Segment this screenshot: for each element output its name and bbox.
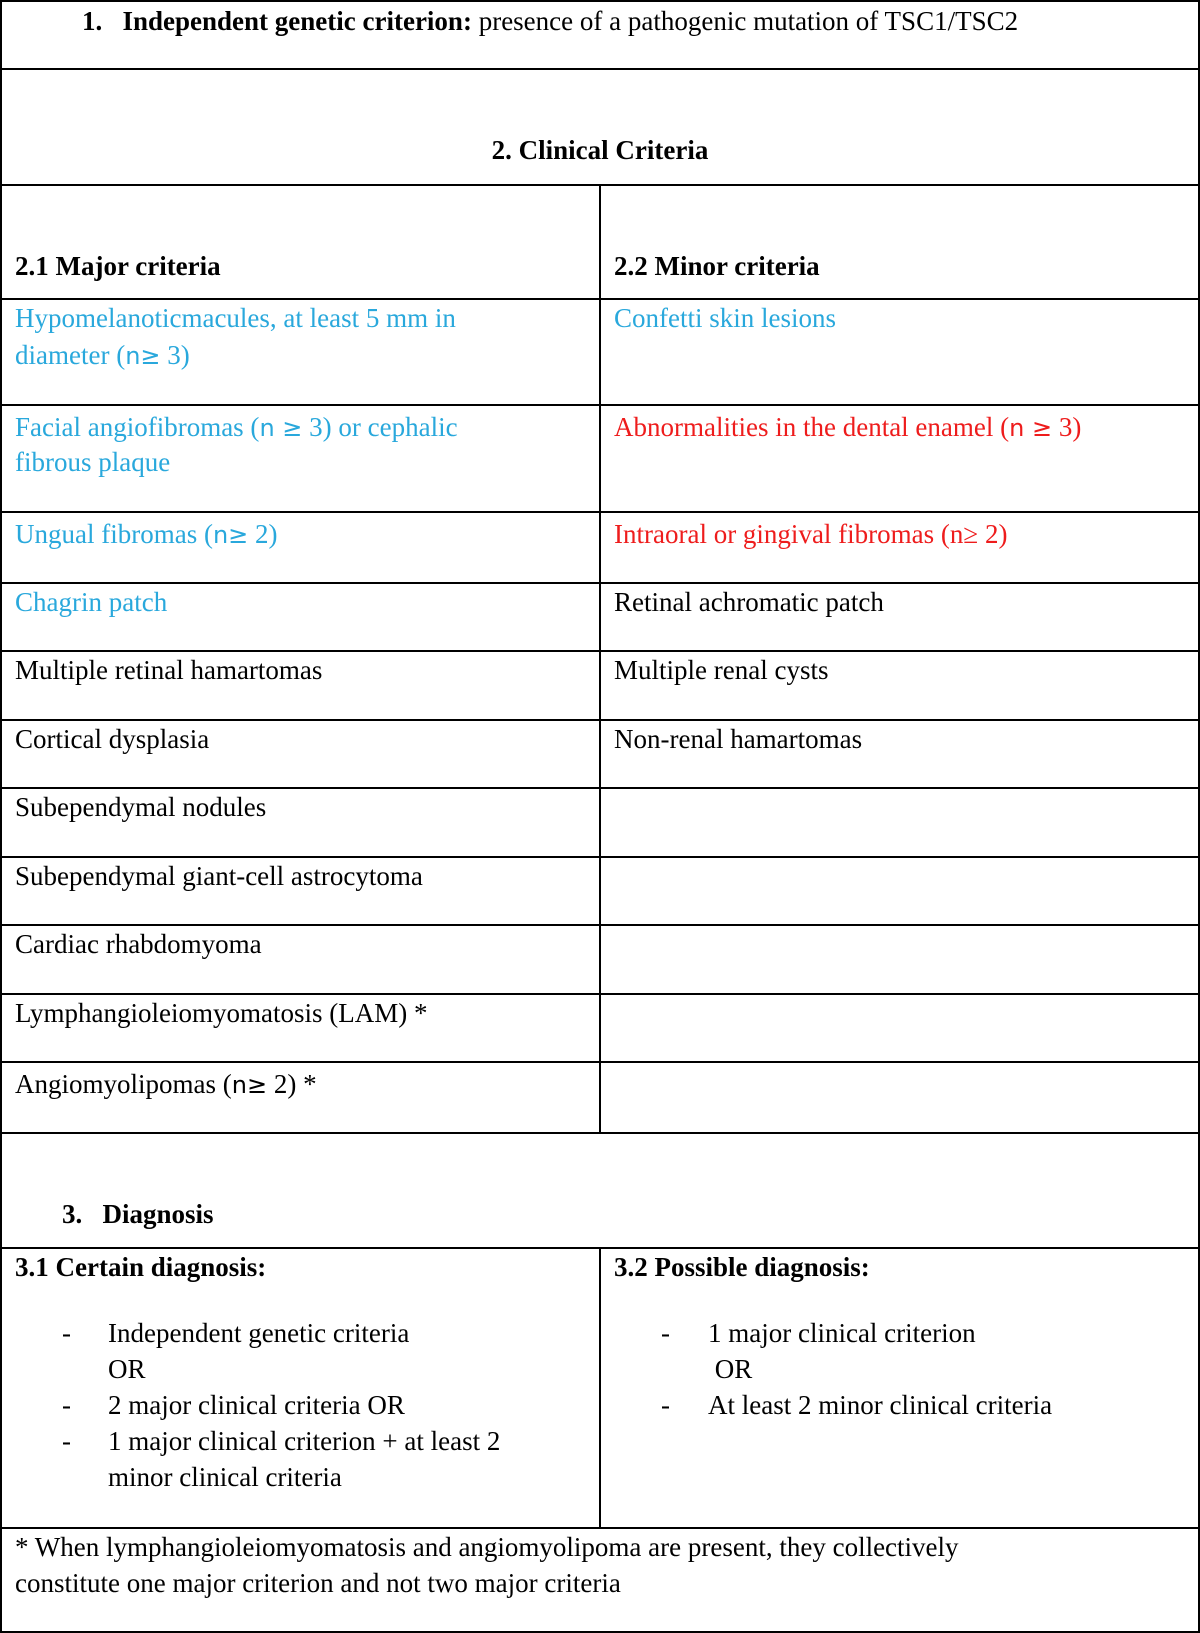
minor-criterion: Confetti skin lesions [614, 303, 836, 333]
minor-criterion: Intraoral or gingival fibromas (n≥ 2) [614, 519, 1008, 549]
genetic-criterion-line [82, 3, 1018, 39]
genetic-criterion-text: presence of a pathogenic mutation of TSC1/TSC2 [471, 6, 1019, 36]
major-criteria-header: 2.1 Major criteria [15, 251, 221, 281]
major-criterion: Cardiac rhabdomyoma [15, 929, 262, 959]
genetic-criterion-label: Independent genetic criterion: [122, 6, 472, 36]
table-border-left [0, 0, 2, 1633]
major-criterion: Subependymal giant-cell astrocytoma [15, 861, 423, 891]
major-criterion: Multiple retinal hamartomas [15, 655, 323, 685]
diagnosis-title-text: Diagnosis [102, 1199, 214, 1229]
major-criterion: Facial angiofibromas (n ≥ 3) or cephalic [15, 412, 458, 442]
major-criterion: Lymphangioleiomyomatosis (LAM) * [15, 998, 428, 1028]
column-divider [599, 184, 601, 1132]
list-dash: - [62, 1318, 71, 1348]
table-border [0, 1132, 1200, 1134]
table-border [0, 68, 1200, 70]
list-item: OR [708, 1354, 753, 1384]
column-divider [599, 1247, 601, 1527]
minor-criteria-header: 2.2 Minor criteria [614, 251, 820, 281]
table-border-top [0, 0, 1200, 2]
major-criterion: Chagrin patch [15, 587, 168, 617]
list-dash: - [62, 1390, 71, 1420]
section-number: 1. [82, 6, 103, 36]
footnote: * When lymphangioleiomyomatosis and angiomyolipoma are present, they collectively [15, 1532, 959, 1562]
minor-criterion: Multiple renal cysts [614, 655, 829, 685]
list-dash: - [661, 1318, 670, 1348]
list-item: OR [108, 1354, 146, 1384]
major-criterion: fibrous plaque [15, 447, 171, 477]
footnote: constitute one major criterion and not two major criteria [15, 1568, 621, 1598]
possible-diagnosis-header: 3.2 Possible diagnosis: [614, 1252, 870, 1282]
clinical-criteria-title: 2. Clinical Criteria [491, 135, 709, 165]
list-item: minor clinical criteria [108, 1462, 342, 1492]
major-criterion: Subependymal nodules [15, 792, 267, 822]
diagnosis-title [62, 1196, 214, 1232]
minor-criterion: Retinal achromatic patch [614, 587, 884, 617]
list-dash: - [62, 1426, 71, 1456]
list-item: 1 major clinical criterion + at least 2 [108, 1426, 501, 1456]
list-item: Independent genetic criteria [108, 1318, 410, 1348]
major-criterion: Angiomyolipomas (n≥ 2) * [15, 1069, 317, 1099]
list-dash: - [661, 1390, 670, 1420]
major-criterion: Cortical dysplasia [15, 724, 210, 754]
minor-criterion: Abnormalities in the dental enamel (n ≥ 3) [614, 412, 1082, 442]
list-item: At least 2 minor clinical criteria [708, 1390, 1053, 1420]
list-item: 2 major clinical criteria OR [108, 1390, 405, 1420]
major-criterion: Hypomelanoticmacules, at least 5 mm in [15, 303, 456, 333]
major-criterion: diameter (n≥ 3) [15, 340, 190, 370]
list-item: 1 major clinical criterion [708, 1318, 976, 1348]
section-number: 3. [62, 1199, 83, 1229]
major-criterion: Ungual fibromas (n≥ 2) [15, 519, 278, 549]
certain-diagnosis-header: 3.1 Certain diagnosis: [15, 1252, 267, 1282]
minor-criterion: Non-renal hamartomas [614, 724, 863, 754]
